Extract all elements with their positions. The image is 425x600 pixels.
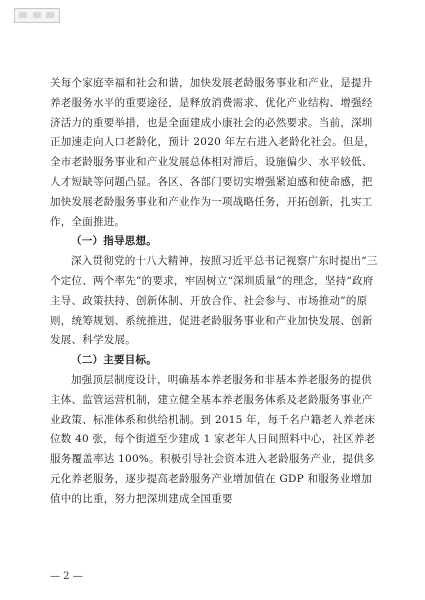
- paragraph-guiding-ideology: 深入贯彻党的十八大精神，按照习近平总书记视察广东时提出“三个定位、两个率先”的要求，牢固树立“深圳质量”的理念，坚持“政府主导、政策扶持、创新体制、开放合作、社会参与、市场推动”的原则，统筹规划、系统推进，促进老龄服务事业和产业加快发展、创新发展、科学发展。: [50, 255, 378, 347]
- document-body: [50, 74, 380, 510]
- heading-guiding-ideology: （一）指导思想。: [71, 235, 157, 248]
- page-number: — 2 —: [50, 571, 83, 582]
- header-stamp: [14, 8, 60, 23]
- paragraph-intro: 关每个家庭幸福和社会和谐，加快发展老龄服务事业和产业，是提升养老服务水平的重要途径，是释放消费需求、优化产业结构、增强经济活力的重要举措，也是全面建成小康社会的必然要求。当前，深圳正加速走向人口老龄化，预计 2020 年左右进入老龄化社会。但是，全市老龄服务事业和产业发展总体相对滞后，设施偏少、水平较低、人才短缺等问题凸显。各区、各部门要切实增强紧迫感和使命感，把加快发展老龄服务事业和产业作为一项战略任务，开拓创新，扎实工作，全面推进。: [50, 77, 376, 228]
- heading-main-goals: （二）主要目标。: [71, 354, 157, 367]
- paragraph-main-goals: 加强顶层制度设计，明确基本养老服务和非基本养老服务的提供主体、监管运营机制，建立健全基本养老服务体系及老龄服务事业产业政策、标准体系和供给机制。到 2015 年，每千名户籍老人养老床位数 40 张，每个街道至少建成 1 家老年人日间照料中心，社区养老服务覆盖率达 100%。积极引导社会资本进入老龄服务产业，提供多元化养老服务，逐步提高老龄服务产业增加值在 GDP 和服务业增加值中的比重，努力把深圳建成全国重要: [50, 373, 376, 505]
